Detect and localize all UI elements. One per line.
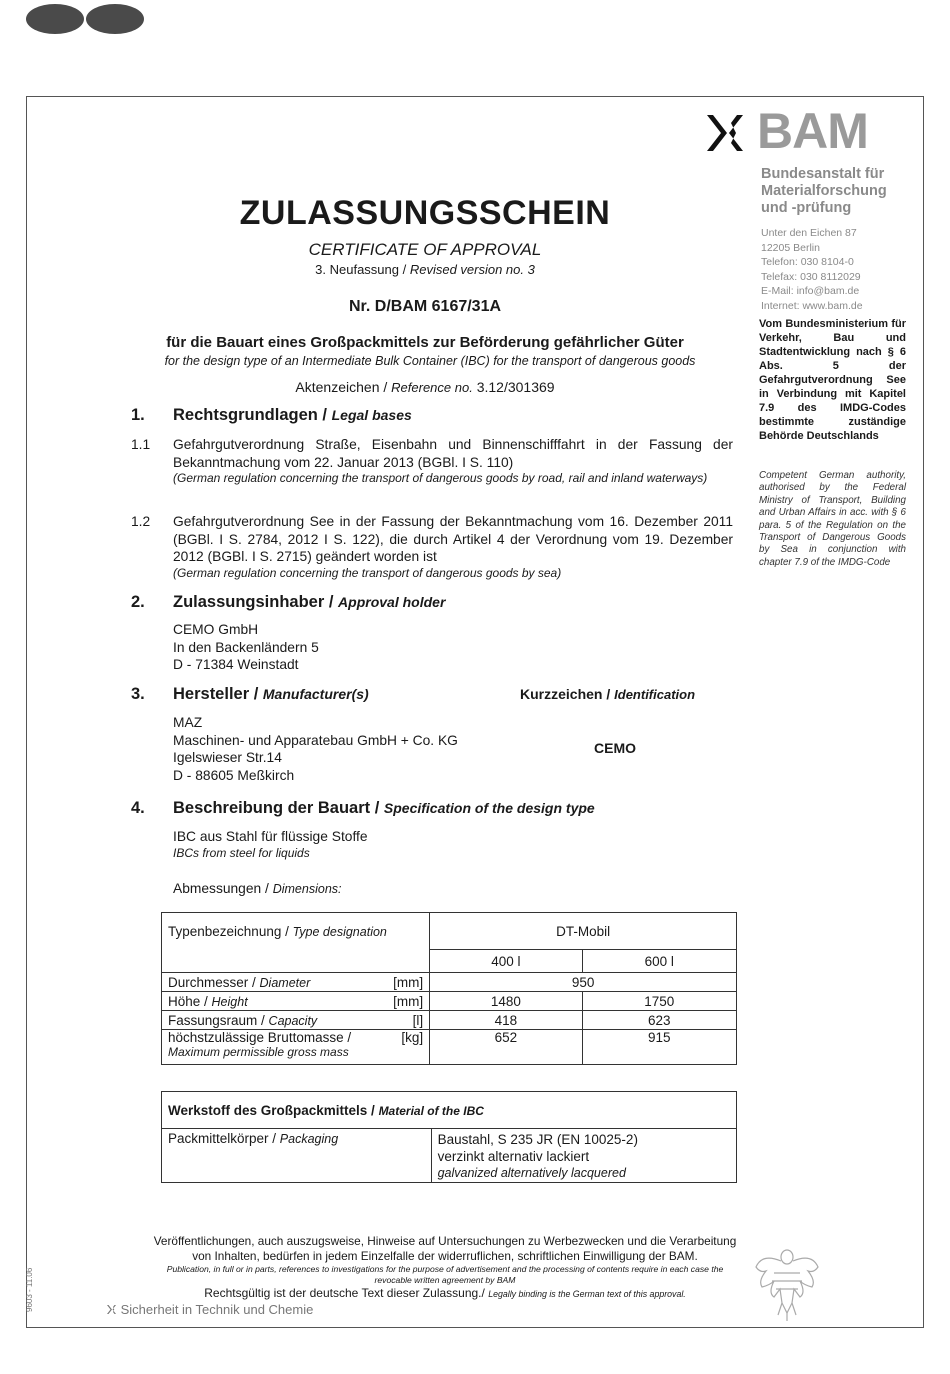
federal-eagle-seal-icon <box>752 1243 822 1323</box>
dimensions-table <box>161 912 737 1065</box>
material-table <box>161 1091 737 1183</box>
purpose-en: for the design type of an Intermediate Bulk Container (IBC) for the transport of dangerous goods <box>164 354 696 368</box>
bam-wordmark: BAM <box>757 103 868 159</box>
page-subtitle: CERTIFICATE OF APPROVAL <box>308 240 542 259</box>
footer-notice-en: Publication, in full or in parts, references to investigations for the purpose of advertisement and the processing of contents require in each case the revocable written agreement by BAM <box>166 1264 724 1285</box>
reference-line: Aktenzeichen / Reference no. 3.12/301369 <box>295 379 555 395</box>
form-code: 9603 - 11.06 <box>25 1267 34 1312</box>
purpose-de: für die Bauart eines Großpackmittels zur Beförderung gefährlicher Güter <box>166 334 684 351</box>
identification-value: CEMO <box>594 740 636 756</box>
item-1-2-number: 1.2 <box>131 514 151 529</box>
binder-hole <box>26 4 84 34</box>
design-type-description: IBC aus Stahl für flüssige Stoffe IBCs from steel for liquids <box>173 829 368 860</box>
model-name: DT-Mobil <box>430 913 737 950</box>
footer-tagline: Sicherheit in Technik und Chemie <box>106 1302 313 1317</box>
table-row: Werkstoff des Großpackmittels / Material of the IBC <box>162 1092 737 1129</box>
table-row: Höhe / Height [mm] 1480 1750 <box>162 992 737 1011</box>
authority-statement-en: Competent German authority, authorised by the Federal Ministry of Transport, Building and Urban Affairs in acc. with § 6 para. 5 of the Regulation on the Transport of Dangerous Goods by Sea in conjunction with chapter 7.9 of the IMDG-Code <box>759 470 906 568</box>
manufacturer-address: MAZ Maschinen- und Apparatebau GmbH + Co. KG Igelswieser Str.14 D - 88605 Meßkirch <box>173 715 458 783</box>
table-row: Durchmesser / Diameter [mm] 950 <box>162 973 737 992</box>
section-3-title: Hersteller / Manufacturer(s) <box>173 685 369 703</box>
table-row: Typenbezeichnung / Type designation DT-Mobil <box>162 913 737 950</box>
section-4-title: Beschreibung der Bauart / Specification of the design type <box>173 799 595 817</box>
dimensions-label: Abmessungen / Dimensions: <box>173 881 342 896</box>
revision-line: 3. Neufassung / Revised version no. 3 <box>315 262 535 277</box>
certificate-number: Nr. D/BAM 6167/31A <box>348 298 502 315</box>
legal-binding-note: Rechtsgültig ist der deutsche Text dieser Zulassung./ Legally binding is the German text of this approval. <box>204 1286 686 1300</box>
bam-org-name: Bundesanstalt für Materialforschung und -prüfung <box>761 166 887 216</box>
table-row: höchstzulässige Bruttomasse / Maximum permissible gross mass [kg] 652 915 <box>162 1030 737 1065</box>
item-1-1-number: 1.1 <box>131 437 151 452</box>
approval-holder-address: CEMO GmbH In den Backenländern 5 D - 71384 Weinstadt <box>173 622 319 672</box>
footer-notice-de: Veröffentlichungen, auch auszugsweise, Hinweise auf Untersuchungen zu Werbezwecken und die Verarbeitung von Inhalten, bedürfen in jedem Einzelfalle der widerruflichen, schriftlichen Einwilligung der BAM. <box>153 1234 737 1263</box>
table-row: Fassungsraum / Capacity [l] 418 623 <box>162 1011 737 1030</box>
bam-mark-icon <box>106 1304 117 1315</box>
item-1-1: Gefahrgutverordnung Straße, Eisenbahn und Binnenschifffahrt in der Fassung der Bekanntmachung vom 22. Januar 2013 (BGBl. I S. 110) (German regulation concerning the transport of dangerous goods by road, rail and inland waterways) <box>173 437 733 485</box>
table-row: Packmittelkörper / Packaging Baustahl, S 235 JR (EN 10025-2) verzinkt alternativ lackiert galvanized alternatively lacquered <box>162 1129 737 1183</box>
bam-logo <box>703 103 893 159</box>
section-3-number: 3. <box>131 685 145 703</box>
section-2-title: Zulassungsinhaber / Approval holder <box>173 593 446 611</box>
section-1-number: 1. <box>131 406 145 424</box>
section-2-number: 2. <box>131 593 145 611</box>
binder-hole <box>86 4 144 34</box>
section-4-number: 4. <box>131 799 145 817</box>
page-title: ZULASSUNGSSCHEIN <box>239 194 611 232</box>
bam-mark-icon <box>703 111 747 155</box>
table-row: 400 l 600 l <box>162 950 737 973</box>
section-1-title: Rechtsgrundlagen / Legal bases <box>173 406 412 424</box>
authority-statement-de: Vom Bundesministerium für Verkehr, Bau und Stadtentwicklung nach § 6 Abs. 5 der Gefahrgutverordnung See in Verbindung mit Kapitel 7.9 des IMDG-Codes bestimmte zuständige Behörde Deutschlands <box>759 318 906 442</box>
bam-address: Unter den Eichen 87 12205 Berlin Telefon: 030 8104-0 Telefax: 030 8112029 E-Mail: info@bam.de Internet: www.bam.de <box>761 227 863 312</box>
identification-label: Kurzzeichen / Identification <box>520 686 696 702</box>
item-1-2: Gefahrgutverordnung See in der Fassung der Bekanntmachung vom 16. Dezember 2011 (BGBl. I S. 2784, 2012 I S. 122), die durch Artikel 4 der Verordnung vom 19. Dezember 2012 (BGBl. I S. 2715) geändert worden ist (German regulation concerning the transport of dangerous goods by sea) <box>173 514 733 580</box>
